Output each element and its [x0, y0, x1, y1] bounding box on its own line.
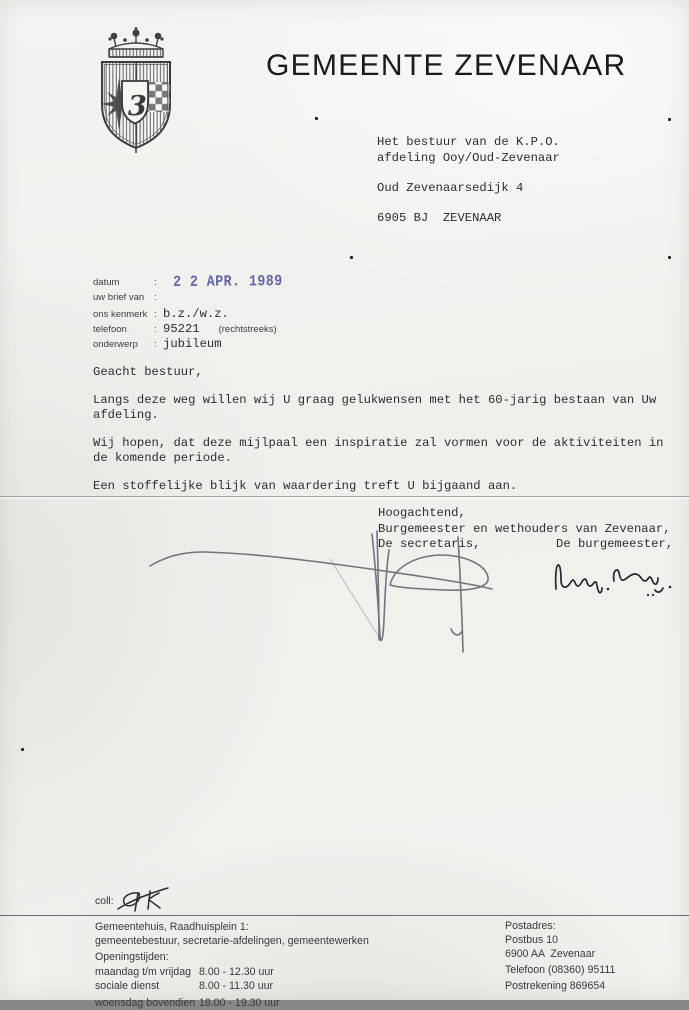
opening-hours-row [95, 996, 369, 1010]
field-value: b.z./w.z. [163, 307, 229, 322]
paragraph: Langs deze weg willen wij U graag gelukwensen met het 60-jarig bestaan van Uw afdeling. [93, 393, 657, 422]
hours-day-label: woensdag bovendien [95, 996, 196, 1009]
recipient-line: afdeling Ooy/Oud-Zevenaar [377, 150, 560, 165]
hours-day-label: sociale dienst [95, 980, 160, 992]
paper-fold-crease [0, 496, 689, 500]
footer-line: 6900 AA Zevenaar [505, 947, 596, 960]
fold-mark [350, 256, 353, 259]
closing-line: Burgemeester en wethouders van Zevenaar, [378, 521, 671, 536]
footer-postal-address [505, 920, 615, 994]
recipient-line: 6905 BJ ZEVENAAR [377, 210, 502, 225]
footer-line: Gemeentehuis, Raadhuisplein 1: [95, 921, 249, 933]
fold-mark [668, 256, 671, 259]
mayor-title: De burgemeester, [556, 537, 674, 552]
paragraph: Een stoffelijke blijk van waardering treft U bijgaand aan. [93, 479, 518, 493]
meta-row-ons-kenmerk [93, 307, 277, 322]
fold-mark [21, 748, 24, 751]
field-label: uw brief van [93, 292, 145, 304]
opening-hours-row [95, 965, 369, 979]
field-colon: : [154, 292, 157, 304]
field-label: ons kenmerk [93, 309, 148, 321]
field-label: telefoon [93, 324, 127, 336]
meta-row-uw-brief-van [93, 292, 277, 307]
field-value: jubileum [163, 337, 222, 352]
closing-signature-titles [378, 537, 678, 553]
recipient-line: Het bestuur van de K.P.O. [377, 135, 560, 149]
recipient-address [377, 135, 560, 226]
meta-row-telefoon [93, 322, 277, 337]
opening-hours-heading: Openingstijden: [95, 951, 169, 963]
coll-label: coll: [95, 895, 114, 907]
hours-day-label: maandag t/m vrijdag [95, 966, 191, 978]
salutation: Geacht bestuur, [93, 365, 203, 379]
field-colon: : [154, 339, 157, 351]
footer-visit-address [95, 920, 369, 1010]
hours-time: 18.00 - 19.30 uur [199, 996, 280, 1009]
footer-divider [0, 915, 689, 916]
field-label: onderwerp [93, 339, 138, 351]
closing-block [378, 506, 678, 553]
hours-time: 8.00 - 11.30 uur [199, 980, 274, 992]
municipal-coat-of-arms [84, 26, 188, 154]
opening-hours-row [95, 979, 369, 993]
footer-line: Telefoon (08360) 95111 [505, 963, 616, 976]
footer-line: Postbus 10 [505, 933, 559, 946]
field-label: datum [93, 277, 120, 288]
field-colon: : [154, 324, 157, 336]
escutcheon-numeral: 3 [128, 91, 147, 122]
shield-icon [101, 62, 170, 153]
meta-row-onderwerp [93, 337, 277, 352]
footer-line: Postrekening 869654 [505, 980, 606, 993]
secretary-title: De secretaris, [378, 537, 481, 552]
crown-icon [108, 27, 163, 57]
field-note: (rechtstreeks) [218, 324, 277, 336]
field-colon: : [154, 277, 157, 288]
registration-mark [668, 118, 671, 121]
recipient-line: Oud Zevenaarsedijk 4 [377, 181, 524, 195]
footer-line: Postadres: [505, 920, 556, 932]
field-value: 95221 [163, 322, 200, 337]
registration-mark [315, 117, 318, 120]
closing-line: Hoogachtend, [378, 506, 466, 520]
field-colon: : [154, 309, 157, 321]
hours-time: 8.00 - 12.30 uur [199, 966, 274, 978]
page-title: GEMEENTE ZEVENAAR [266, 49, 627, 82]
coll-initials [118, 888, 168, 911]
mayor-signature [556, 565, 672, 596]
date-stamp: 2 2 APR. 1989 [173, 272, 283, 291]
footer-line: gemeentebestuur, secretarie-afdelingen, gemeentewerken [95, 935, 369, 947]
paragraph: Wij hopen, dat deze mijlpaal een inspiratie zal vormen voor de aktiviteiten in de komende periode. [93, 436, 664, 465]
